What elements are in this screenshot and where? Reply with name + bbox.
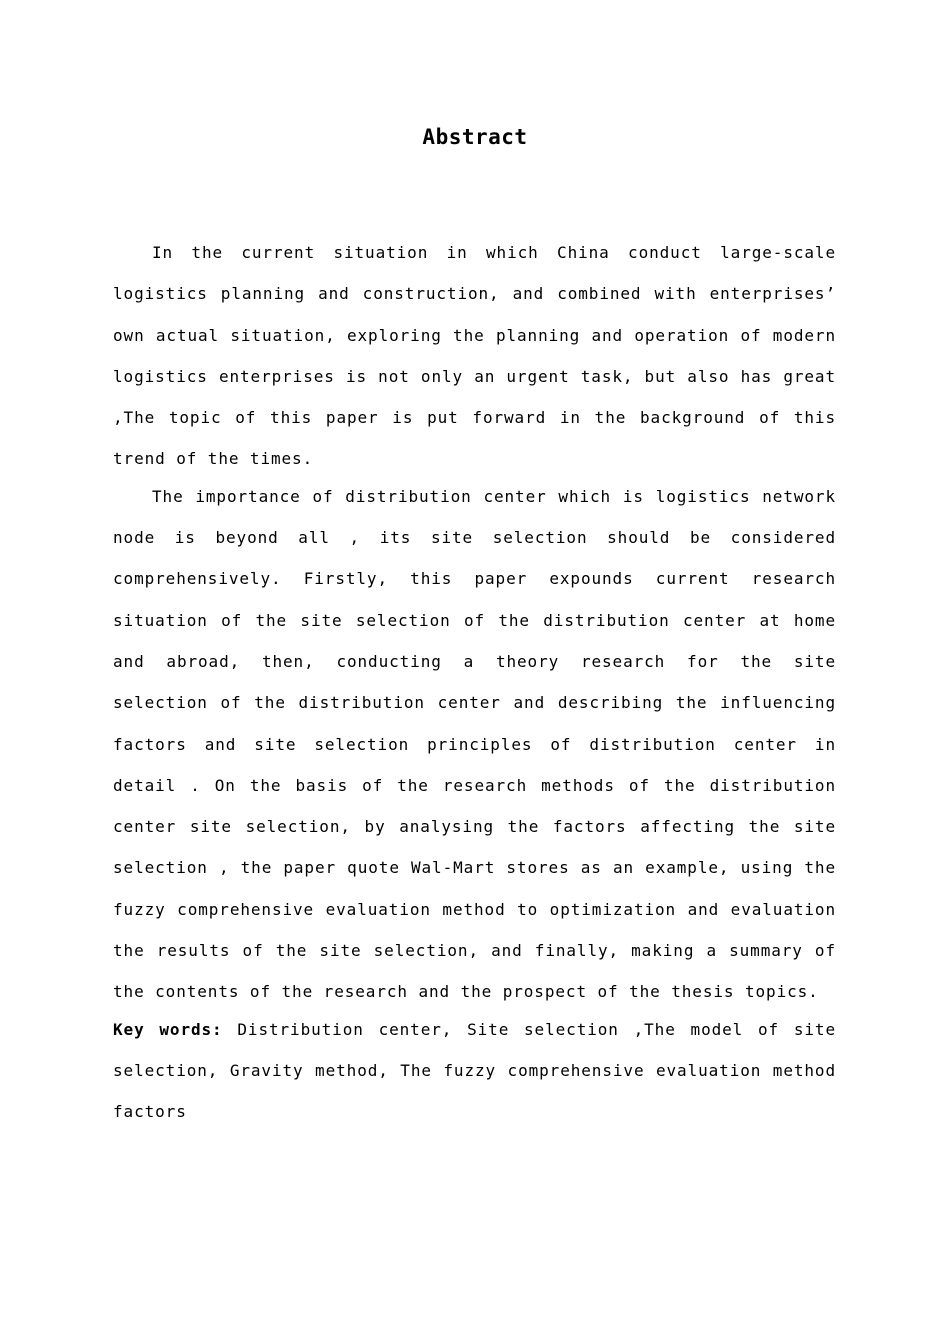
page-title: Abstract: [422, 125, 528, 149]
abstract-paragraph-1: In the current situation in which China conduct large-scale logistics planning and construction, and combined with enterprises’ own actual situation, exploring the planning and operation of modern logistics enterprises is not only an urgent task, but also has great ,The topic of this paper is put forward in the background of this trend of the times.: [113, 243, 836, 469]
abstract-paragraph-2: The importance of distribution center which is logistics network node is beyond all , its site selection should be considered comprehensively. Firstly, this paper expounds current research situation of the site selection of the distribution center at home and abroad, then, conducting a theory research for the site selection of the distribution center and describing the influencing factors and site selection principles of distribution center in detail . On the basis of the research methods of the distribution center site selection, by analysing the factors affecting the site selection , the paper quote Wal-Mart stores as an example, using the fuzzy comprehensive evaluation method to optimization and evaluation the results of the site selection, and finally, making a summary of the contents of the research and the prospect of the thesis topics.: [113, 486, 836, 1002]
abstract-body: [113, 232, 836, 1133]
keywords-line: [113, 1009, 836, 1133]
keywords-text: Distribution center, Site selection ,The model of site selection, Gravity method, The fuzzy comprehensive evaluation method factors: [113, 1019, 836, 1122]
keywords-label: Key words:: [113, 1019, 223, 1039]
